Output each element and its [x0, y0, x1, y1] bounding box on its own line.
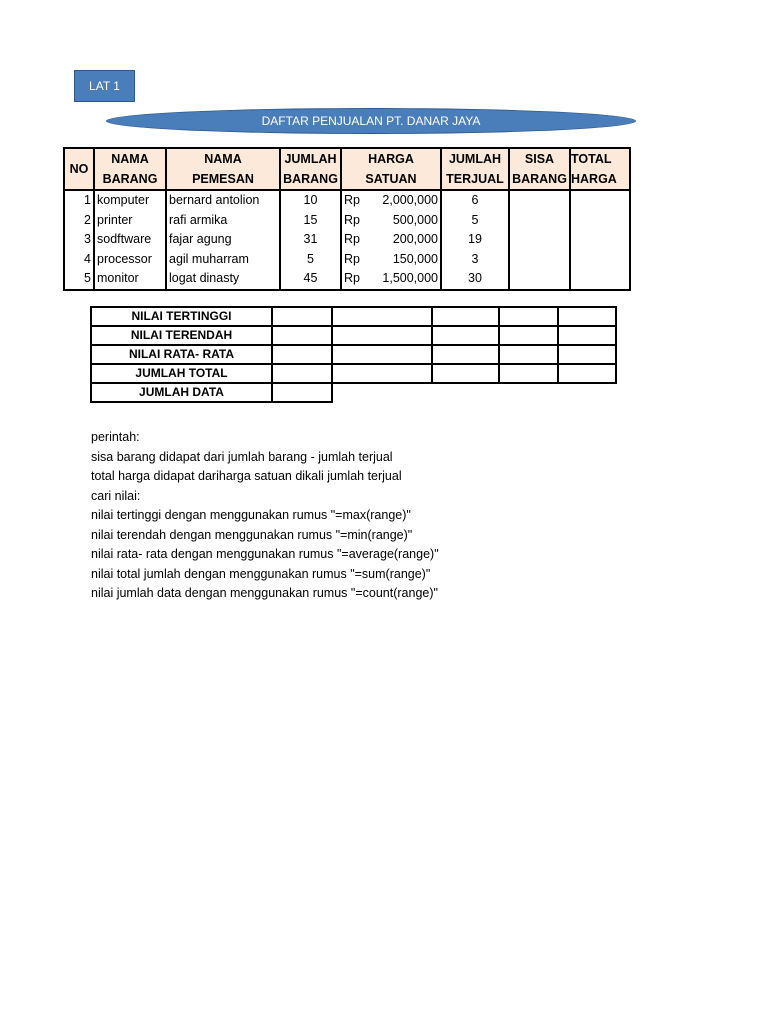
header-jumlah-terjual[interactable]: JUMLAH TERJUAL [441, 148, 509, 190]
header-jumlah-barang[interactable]: JUMLAH BARANG [280, 148, 341, 190]
empty-cell [499, 383, 558, 402]
summary-label-sum[interactable]: JUMLAH TOTAL [91, 364, 272, 383]
summary-cell[interactable] [558, 326, 616, 345]
cell-sisa-barang[interactable] [509, 190, 570, 211]
cell-sisa-barang[interactable] [509, 211, 570, 231]
header-total-harga[interactable]: TOTAL HARGA [570, 148, 630, 190]
instruction-line[interactable]: nilai tertinggi dengan menggunakan rumus "=max(range)" [91, 508, 411, 522]
cell-total-harga[interactable] [570, 211, 630, 231]
summary-cell[interactable] [332, 307, 432, 326]
cell-sisa-barang[interactable] [509, 269, 570, 290]
summary-cell[interactable] [432, 364, 499, 383]
empty-cell [432, 383, 499, 402]
cell-jumlah-terjual[interactable]: 30 [441, 269, 509, 290]
title-ellipse-shape[interactable] [106, 108, 636, 134]
summary-cell[interactable] [272, 383, 332, 402]
summary-cell[interactable] [558, 307, 616, 326]
instruction-line[interactable]: nilai jumlah data dengan menggunakan rumus "=count(range)" [91, 586, 438, 600]
summary-row [91, 326, 616, 345]
cell-no[interactable]: 5 [64, 269, 94, 290]
cell-sisa-barang[interactable] [509, 250, 570, 270]
instruction-line[interactable]: total harga didapat dariharga satuan dikali jumlah terjual [91, 469, 402, 483]
summary-cell[interactable] [432, 326, 499, 345]
summary-label-average[interactable]: NILAI RATA- RATA [91, 345, 272, 364]
summary-cell[interactable] [432, 345, 499, 364]
cell-nama-barang[interactable]: printer [94, 211, 166, 231]
table-row [64, 211, 630, 231]
cell-jumlah-barang[interactable]: 15 [280, 211, 341, 231]
cell-nama-barang[interactable]: processor [94, 250, 166, 270]
summary-cell[interactable] [272, 307, 332, 326]
summary-label-min[interactable]: NILAI TERENDAH [91, 326, 272, 345]
instruction-line[interactable]: nilai terendah dengan menggunakan rumus "=min(range)" [91, 527, 413, 542]
summary-row [91, 383, 616, 402]
cell-total-harga[interactable] [570, 190, 630, 211]
summary-cell[interactable] [432, 307, 499, 326]
cell-harga-satuan[interactable] [341, 269, 441, 290]
summary-cell[interactable] [499, 307, 558, 326]
summary-table [90, 306, 617, 403]
summary-cell[interactable] [499, 345, 558, 364]
summary-cell[interactable] [272, 364, 332, 383]
summary-cell[interactable] [332, 364, 432, 383]
summary-cell[interactable] [272, 326, 332, 345]
cell-no[interactable]: 3 [64, 230, 94, 250]
empty-cell [558, 383, 616, 402]
header-nama-barang[interactable]: NAMA BARANG [94, 148, 166, 190]
table-row [64, 190, 630, 211]
price-value: 150,000 [392, 251, 438, 266]
cell-nama-barang[interactable]: monitor [94, 269, 166, 290]
cell-nama-pemesan[interactable]: agil muharram [166, 250, 280, 270]
header-no[interactable]: NO [64, 148, 94, 190]
cell-harga-satuan[interactable] [341, 190, 441, 211]
summary-row [91, 364, 616, 383]
cell-nama-barang[interactable]: sodftware [94, 230, 166, 250]
sheet-title: DAFTAR PENJUALAN PT. DANAR JAYA [261, 114, 481, 128]
price-value: 200,000 [392, 232, 438, 246]
table-row [64, 250, 630, 270]
currency-label: Rp [344, 212, 360, 227]
cell-total-harga[interactable] [570, 269, 630, 290]
summary-label-max[interactable]: NILAI TERTINGGI [91, 307, 272, 326]
header-sisa-barang[interactable]: SISA BARANG [509, 148, 570, 190]
cell-nama-pemesan[interactable]: logat dinasty [166, 269, 280, 290]
summary-cell[interactable] [558, 364, 616, 383]
header-harga-satuan[interactable]: HARGA SATUAN [341, 148, 441, 190]
empty-cell [332, 383, 432, 402]
cell-jumlah-terjual[interactable]: 6 [441, 190, 509, 211]
cell-nama-pemesan[interactable]: rafi armika [166, 211, 280, 231]
cell-no[interactable]: 1 [64, 190, 94, 211]
cell-no[interactable]: 2 [64, 211, 94, 231]
summary-label-count[interactable]: JUMLAH DATA [91, 383, 272, 402]
cell-jumlah-barang[interactable]: 10 [280, 190, 341, 211]
cell-jumlah-barang[interactable]: 5 [280, 250, 341, 270]
cell-jumlah-terjual[interactable]: 19 [441, 230, 509, 250]
cell-jumlah-barang[interactable]: 45 [280, 269, 341, 290]
summary-row [91, 345, 616, 364]
cell-jumlah-terjual[interactable]: 5 [441, 211, 509, 231]
currency-label: Rp [344, 251, 360, 266]
price-value: 1,500,000 [382, 271, 438, 285]
instruction-line[interactable]: sisa barang didapat dari jumlah barang - jumlah terjual [91, 449, 393, 464]
summary-cell[interactable] [558, 345, 616, 364]
cell-harga-satuan[interactable] [341, 230, 441, 250]
instruction-line[interactable]: perintah: [91, 430, 140, 444]
table-header-row [64, 148, 630, 190]
cell-nama-barang[interactable]: komputer [94, 190, 166, 211]
summary-cell[interactable] [499, 364, 558, 383]
sales-table [63, 147, 631, 291]
currency-label: Rp [344, 193, 360, 207]
cell-total-harga[interactable] [570, 230, 630, 250]
summary-row [91, 307, 616, 326]
cell-harga-satuan[interactable] [341, 250, 441, 270]
cell-total-harga[interactable] [570, 250, 630, 270]
cell-nama-pemesan[interactable]: fajar agung [166, 230, 280, 250]
table-row [64, 230, 630, 250]
instructions-block [91, 428, 439, 604]
price-value: 2,000,000 [382, 193, 438, 207]
instruction-line[interactable]: nilai total jumlah dengan menggunakan rumus "=sum(range)" [91, 566, 431, 581]
lat-label-shape[interactable] [74, 70, 135, 102]
currency-label: Rp [344, 271, 360, 285]
header-nama-pemesan[interactable]: NAMA PEMESAN [166, 148, 280, 190]
cell-jumlah-barang[interactable]: 31 [280, 230, 341, 250]
summary-cell[interactable] [272, 345, 332, 364]
instruction-line[interactable]: cari nilai: [91, 488, 141, 503]
summary-cell[interactable] [499, 326, 558, 345]
currency-label: Rp [344, 232, 360, 246]
instruction-line[interactable]: nilai rata- rata dengan menggunakan rumus "=average(range)" [91, 547, 439, 561]
price-value: 500,000 [392, 212, 438, 227]
table-row [64, 269, 630, 290]
summary-cell[interactable] [332, 326, 432, 345]
cell-sisa-barang[interactable] [509, 230, 570, 250]
cell-no[interactable]: 4 [64, 250, 94, 270]
cell-jumlah-terjual[interactable]: 3 [441, 250, 509, 270]
cell-nama-pemesan[interactable]: bernard antolion [166, 190, 280, 211]
cell-harga-satuan[interactable] [341, 211, 441, 231]
lat-label-text: LAT 1 [89, 79, 120, 93]
summary-cell[interactable] [332, 345, 432, 364]
